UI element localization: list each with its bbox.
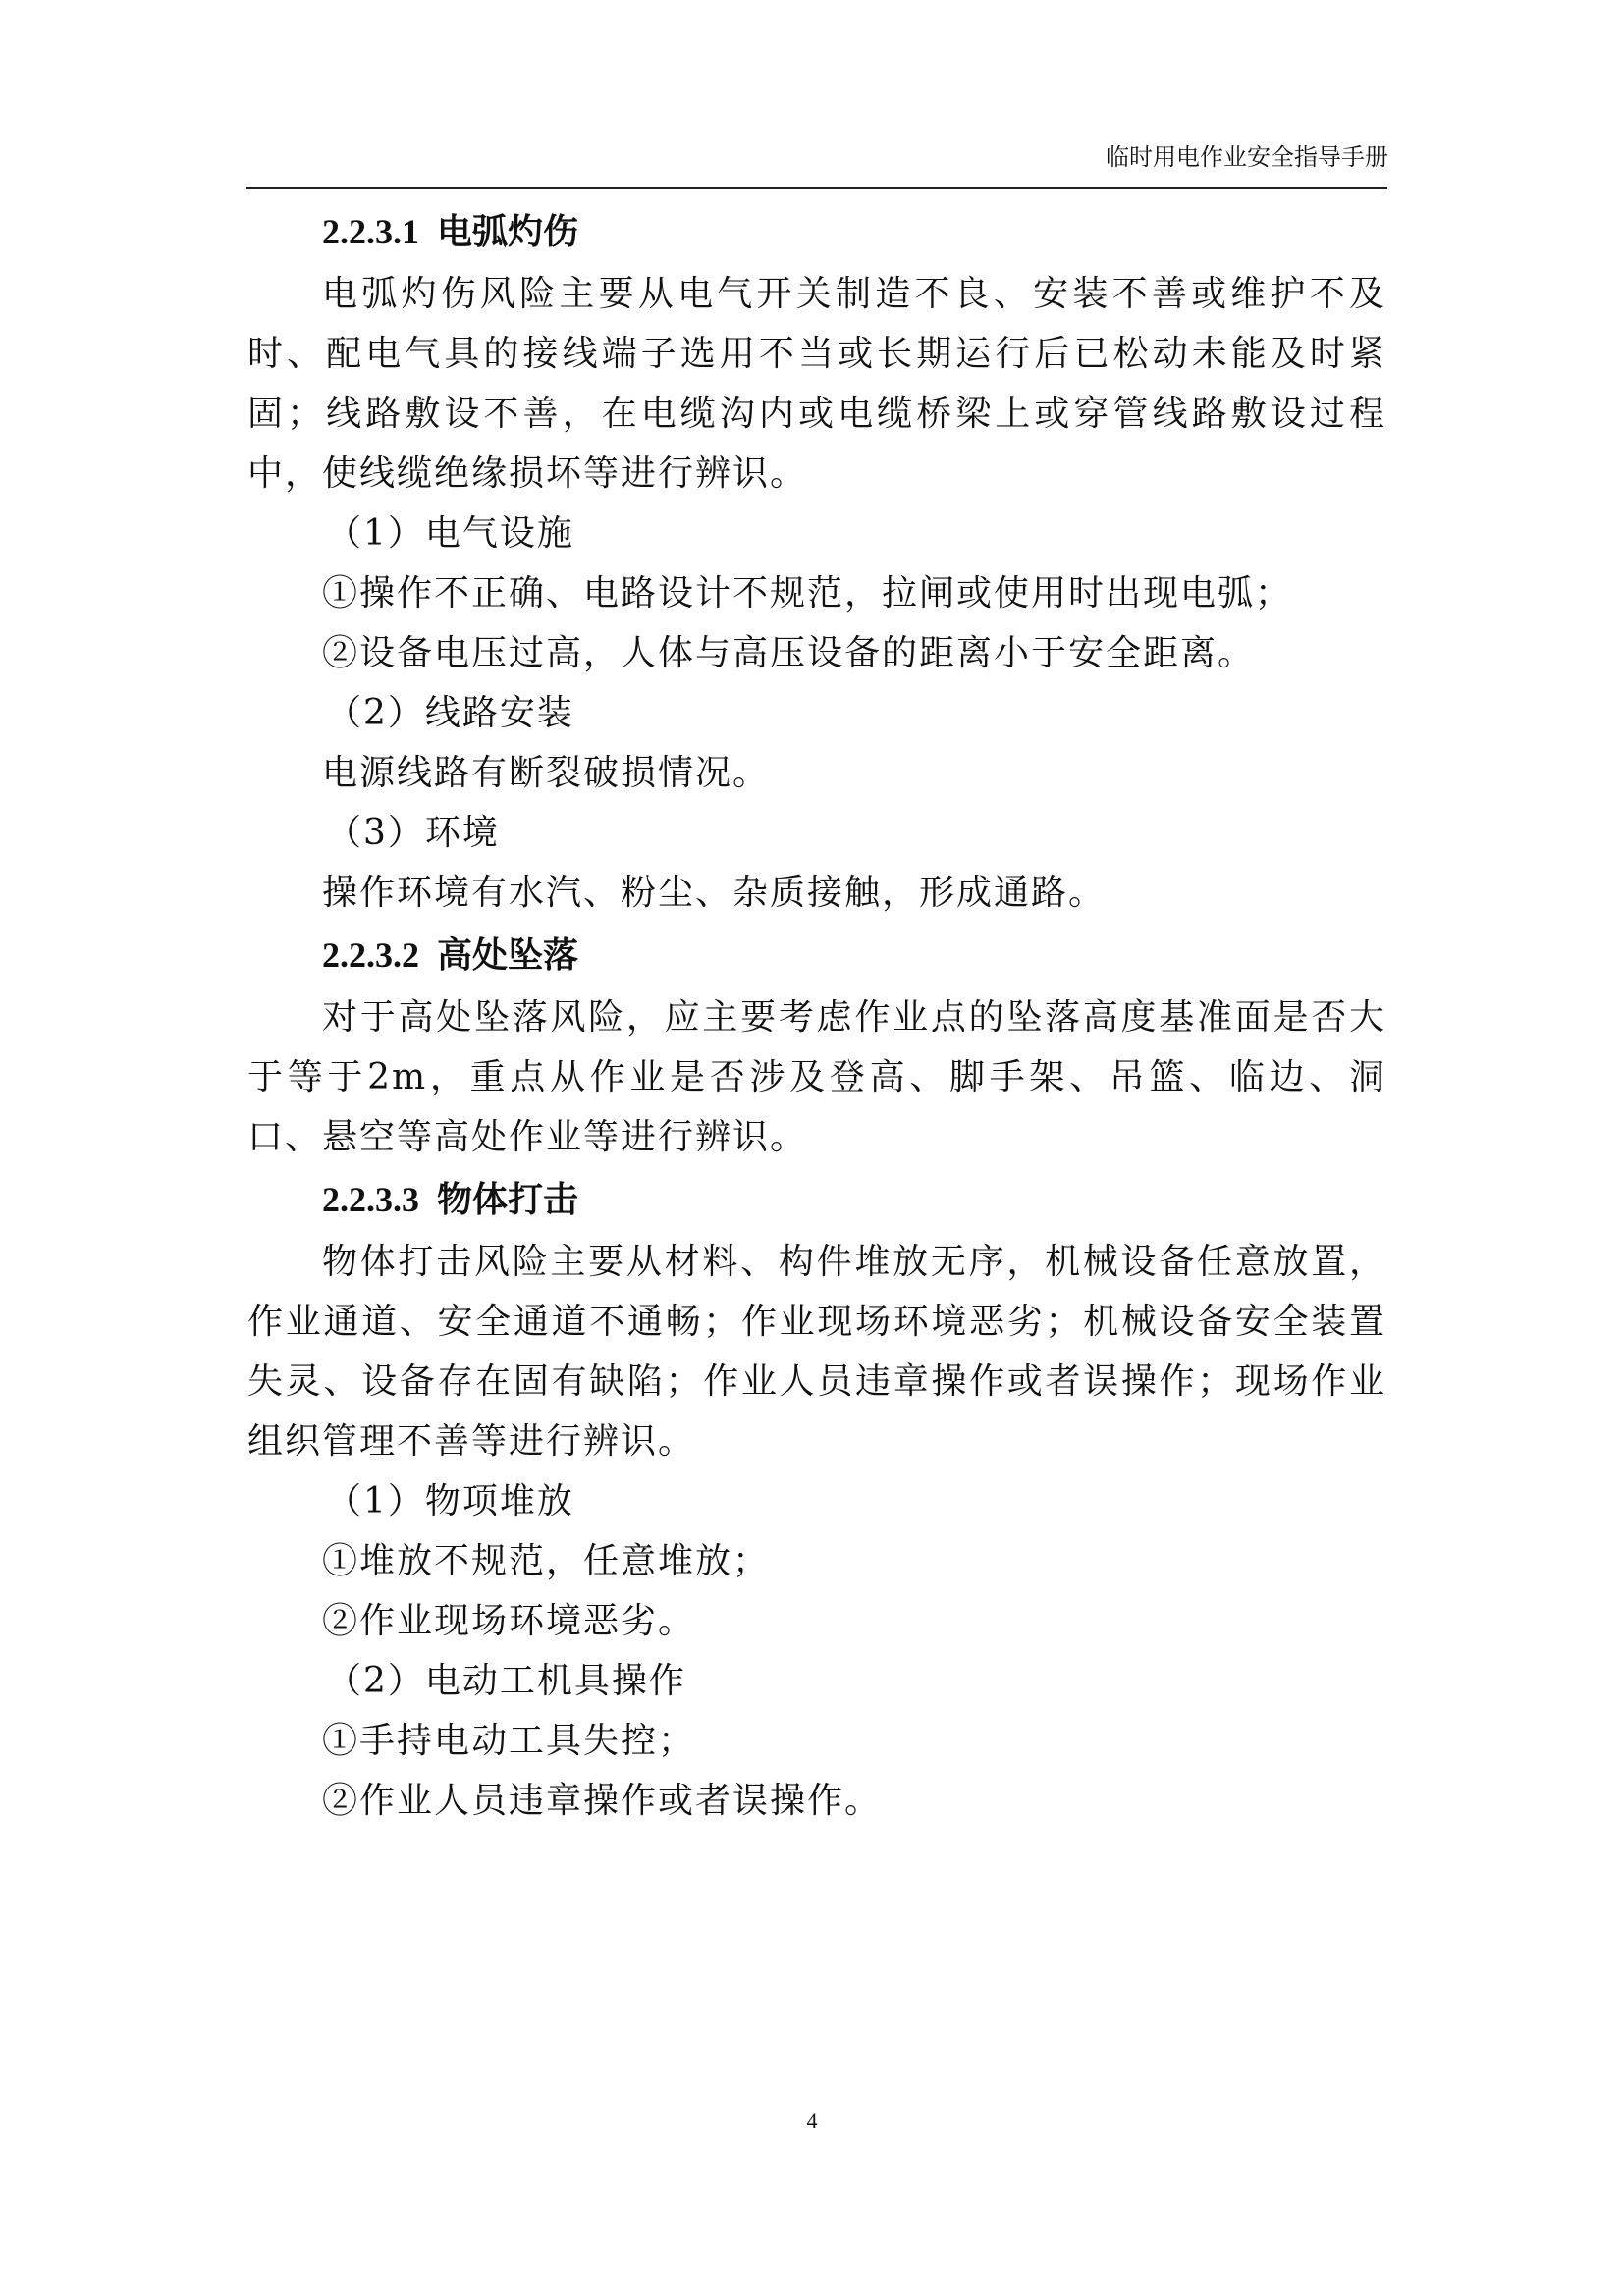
page-body [247,199,1386,1831]
section-paragraph: 物体打击风险主要从材料、构件堆放无序，机械设备任意放置，作业通道、安全通道不通畅；作业现场环境恶劣；机械设备安全装置失灵、设备存在固有缺陷；作业人员违章操作或者误操作；现场作业组织管理不善等进行辨识。 [247,1242,1386,1462]
list-item: ②设备电压过高，人体与高压设备的距离小于安全距离。 [322,633,1256,673]
page-number: 4 [806,2109,818,2133]
section-title: 物体打击 [437,1180,579,1220]
list-item: ①堆放不规范，任意堆放； [322,1541,771,1581]
section-paragraph: 对于高处坠落风险，应主要考虑作业点的坠落高度基准面是否大于等于2m，重点从作业是否涉及登高、脚手架、吊篮、临边、洞口、悬空等高处作业等进行辨识。 [247,997,1386,1157]
subheading: （1）物项堆放 [326,1481,574,1522]
section-title: 高处坠落 [437,935,579,976]
list-item: ②作业现场环境恶劣。 [322,1601,696,1641]
list-item: 操作环境有水汽、粉尘、杂质接触，形成通路。 [322,873,1107,913]
list-item: ①手持电动工具失控； [322,1721,696,1761]
section-heading [247,1167,1386,1232]
section-paragraph: 电弧灼伤风险主要从电气开关制造不良、安装不善或维护不及时、配电气具的接线端子选用不当或长期运行后已松动未能及时紧固；线路敷设不善，在电缆沟内或电缆桥梁上或穿管线路敷设过程中，使线缆绝缘损坏等进行辨识。 [247,274,1386,494]
section-heading [247,199,1386,264]
subheading: （2）电动工机具操作 [326,1661,686,1701]
header-divider [246,187,1387,189]
running-header-title: 临时用电作业安全指导手册 [1106,143,1388,171]
section-title: 电弧灼伤 [437,212,579,252]
subheading: （2）线路安装 [326,693,574,733]
section-number: 2.2.3.3 [322,1180,419,1219]
subheading: （3）环境 [326,813,500,853]
list-item: 电源线路有断裂破损情况。 [322,753,771,793]
subheading: （1）电气设施 [326,513,574,554]
section-number: 2.2.3.2 [322,935,419,975]
list-item: ②作业人员违章操作或者误操作。 [322,1781,883,1821]
section-number: 2.2.3.1 [322,212,419,251]
list-item: ①操作不正确、电路设计不规范，拉闸或使用时出现电弧； [322,573,1293,614]
section-heading [247,923,1386,988]
